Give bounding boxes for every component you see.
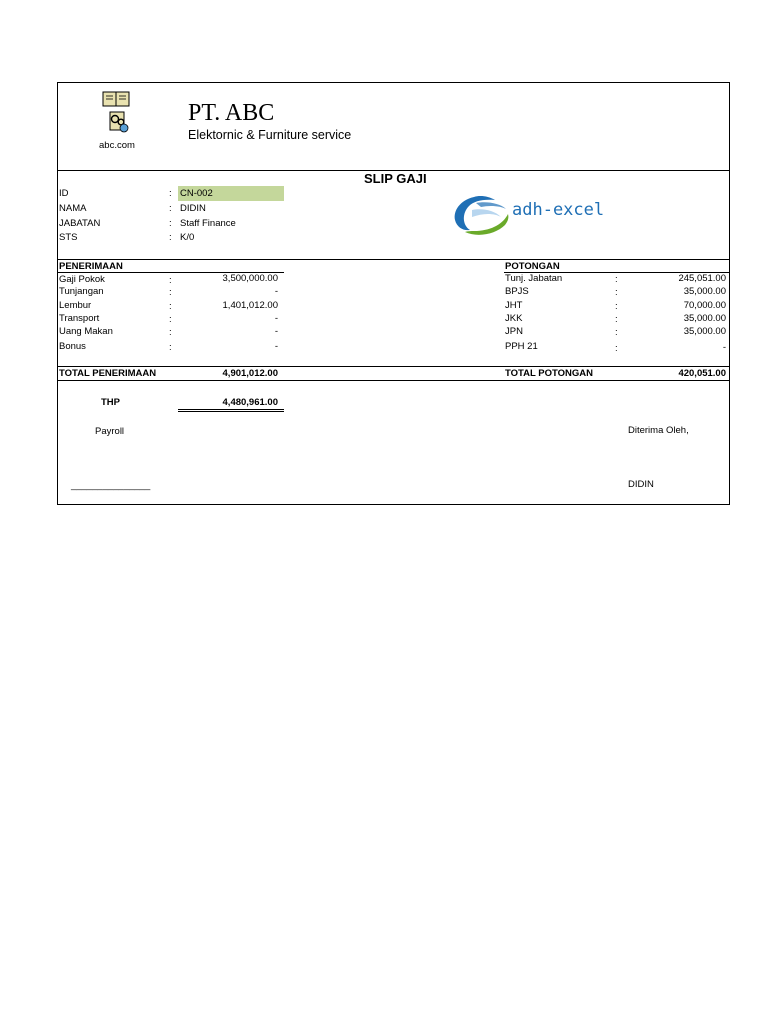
table-divider-top [58, 259, 729, 260]
total-deductions-label: TOTAL POTONGAN [505, 368, 593, 379]
employee-id-value: CN-002 [180, 188, 213, 199]
total-earnings-value: 4,901,012.00 [222, 368, 278, 379]
total-deductions-value: 420,051.00 [678, 368, 726, 379]
employee-name-value: DIDIN [180, 203, 206, 214]
deductions-row-label: Tunj. Jabatan [505, 273, 563, 284]
employee-id-separator: : [169, 188, 172, 199]
earnings-row-value: 3,500,000.00 [222, 273, 278, 284]
earnings-row-separator: : [169, 275, 172, 286]
deductions-row-label: JPN [505, 326, 523, 337]
deductions-row-value: 245,051.00 [678, 273, 726, 284]
employee-name-label: NAMA [59, 203, 87, 214]
earnings-row-separator: : [169, 342, 172, 353]
receiver-name: DIDIN [628, 479, 654, 490]
watermark-text: adh-excel [512, 200, 605, 220]
company-website: abc.com [99, 140, 135, 151]
deductions-row-separator: : [615, 343, 618, 354]
slip-title: SLIP GAJI [364, 171, 427, 186]
earnings-row-separator: : [169, 301, 172, 312]
employee-name-separator: : [169, 203, 172, 214]
payroll-signature-line: _______________ [71, 480, 151, 491]
earnings-row-value: - [274, 326, 278, 337]
total-earnings-label: TOTAL PENERIMAAN [59, 368, 157, 379]
employee-status-separator: : [169, 232, 172, 243]
company-tagline: Elektornic & Furniture service [188, 128, 352, 142]
earnings-row-label: Transport [59, 313, 100, 324]
thp-value: 4,480,961.00 [222, 397, 278, 408]
deductions-row-separator: : [615, 274, 618, 285]
payroll-signature-label: Payroll [95, 426, 125, 437]
book-gears-icon [100, 89, 132, 137]
employee-id-label: ID [59, 188, 69, 199]
earnings-row-value: - [274, 341, 278, 352]
company-name: PT. ABC [188, 100, 275, 126]
earnings-row-value: - [274, 286, 278, 297]
deductions-row-separator: : [615, 327, 618, 338]
deductions-row-separator: : [615, 314, 618, 325]
thp-double-underline-top [178, 409, 284, 410]
deductions-header: POTONGAN [505, 261, 560, 272]
earnings-row-label: Gaji Pokok [59, 274, 105, 285]
salary-slip [57, 82, 730, 505]
earnings-row-value: 1,401,012.00 [222, 300, 278, 311]
earnings-row-separator: : [169, 314, 172, 325]
deductions-row-value: - [722, 342, 726, 353]
deductions-row-label: JKK [505, 313, 523, 324]
deductions-row-value: 35,000.00 [683, 326, 726, 337]
thp-double-underline-bottom [178, 411, 284, 412]
thp-label: THP [101, 397, 120, 408]
employee-position-separator: : [169, 218, 172, 229]
receiver-signature-label: Diterima Oleh, [628, 425, 689, 436]
deductions-row-value: 70,000.00 [683, 300, 726, 311]
employee-position-value: Staff Finance [180, 218, 236, 229]
earnings-row-separator: : [169, 327, 172, 338]
deductions-row-value: 35,000.00 [683, 313, 726, 324]
earnings-row-label: Tunjangan [59, 286, 104, 297]
earnings-row-separator: : [169, 287, 172, 298]
totals-divider-top [58, 366, 729, 367]
deductions-row-label: BPJS [505, 286, 529, 297]
earnings-row-label: Uang Makan [59, 326, 113, 337]
deductions-row-separator: : [615, 287, 618, 298]
deductions-row-separator: : [615, 301, 618, 312]
totals-divider-bottom [58, 380, 729, 381]
earnings-row-label: Lembur [59, 300, 92, 311]
deductions-row-value: 35,000.00 [683, 286, 726, 297]
earnings-row-value: - [274, 313, 278, 324]
deductions-row-label: PPH 21 [505, 341, 538, 352]
employee-position-label: JABATAN [59, 218, 101, 229]
earnings-row-label: Bonus [59, 341, 86, 352]
employee-status-label: STS [59, 232, 78, 243]
employee-status-value: K/0 [180, 232, 195, 243]
earnings-header: PENERIMAAN [59, 261, 123, 272]
deductions-row-label: JHT [505, 300, 523, 311]
